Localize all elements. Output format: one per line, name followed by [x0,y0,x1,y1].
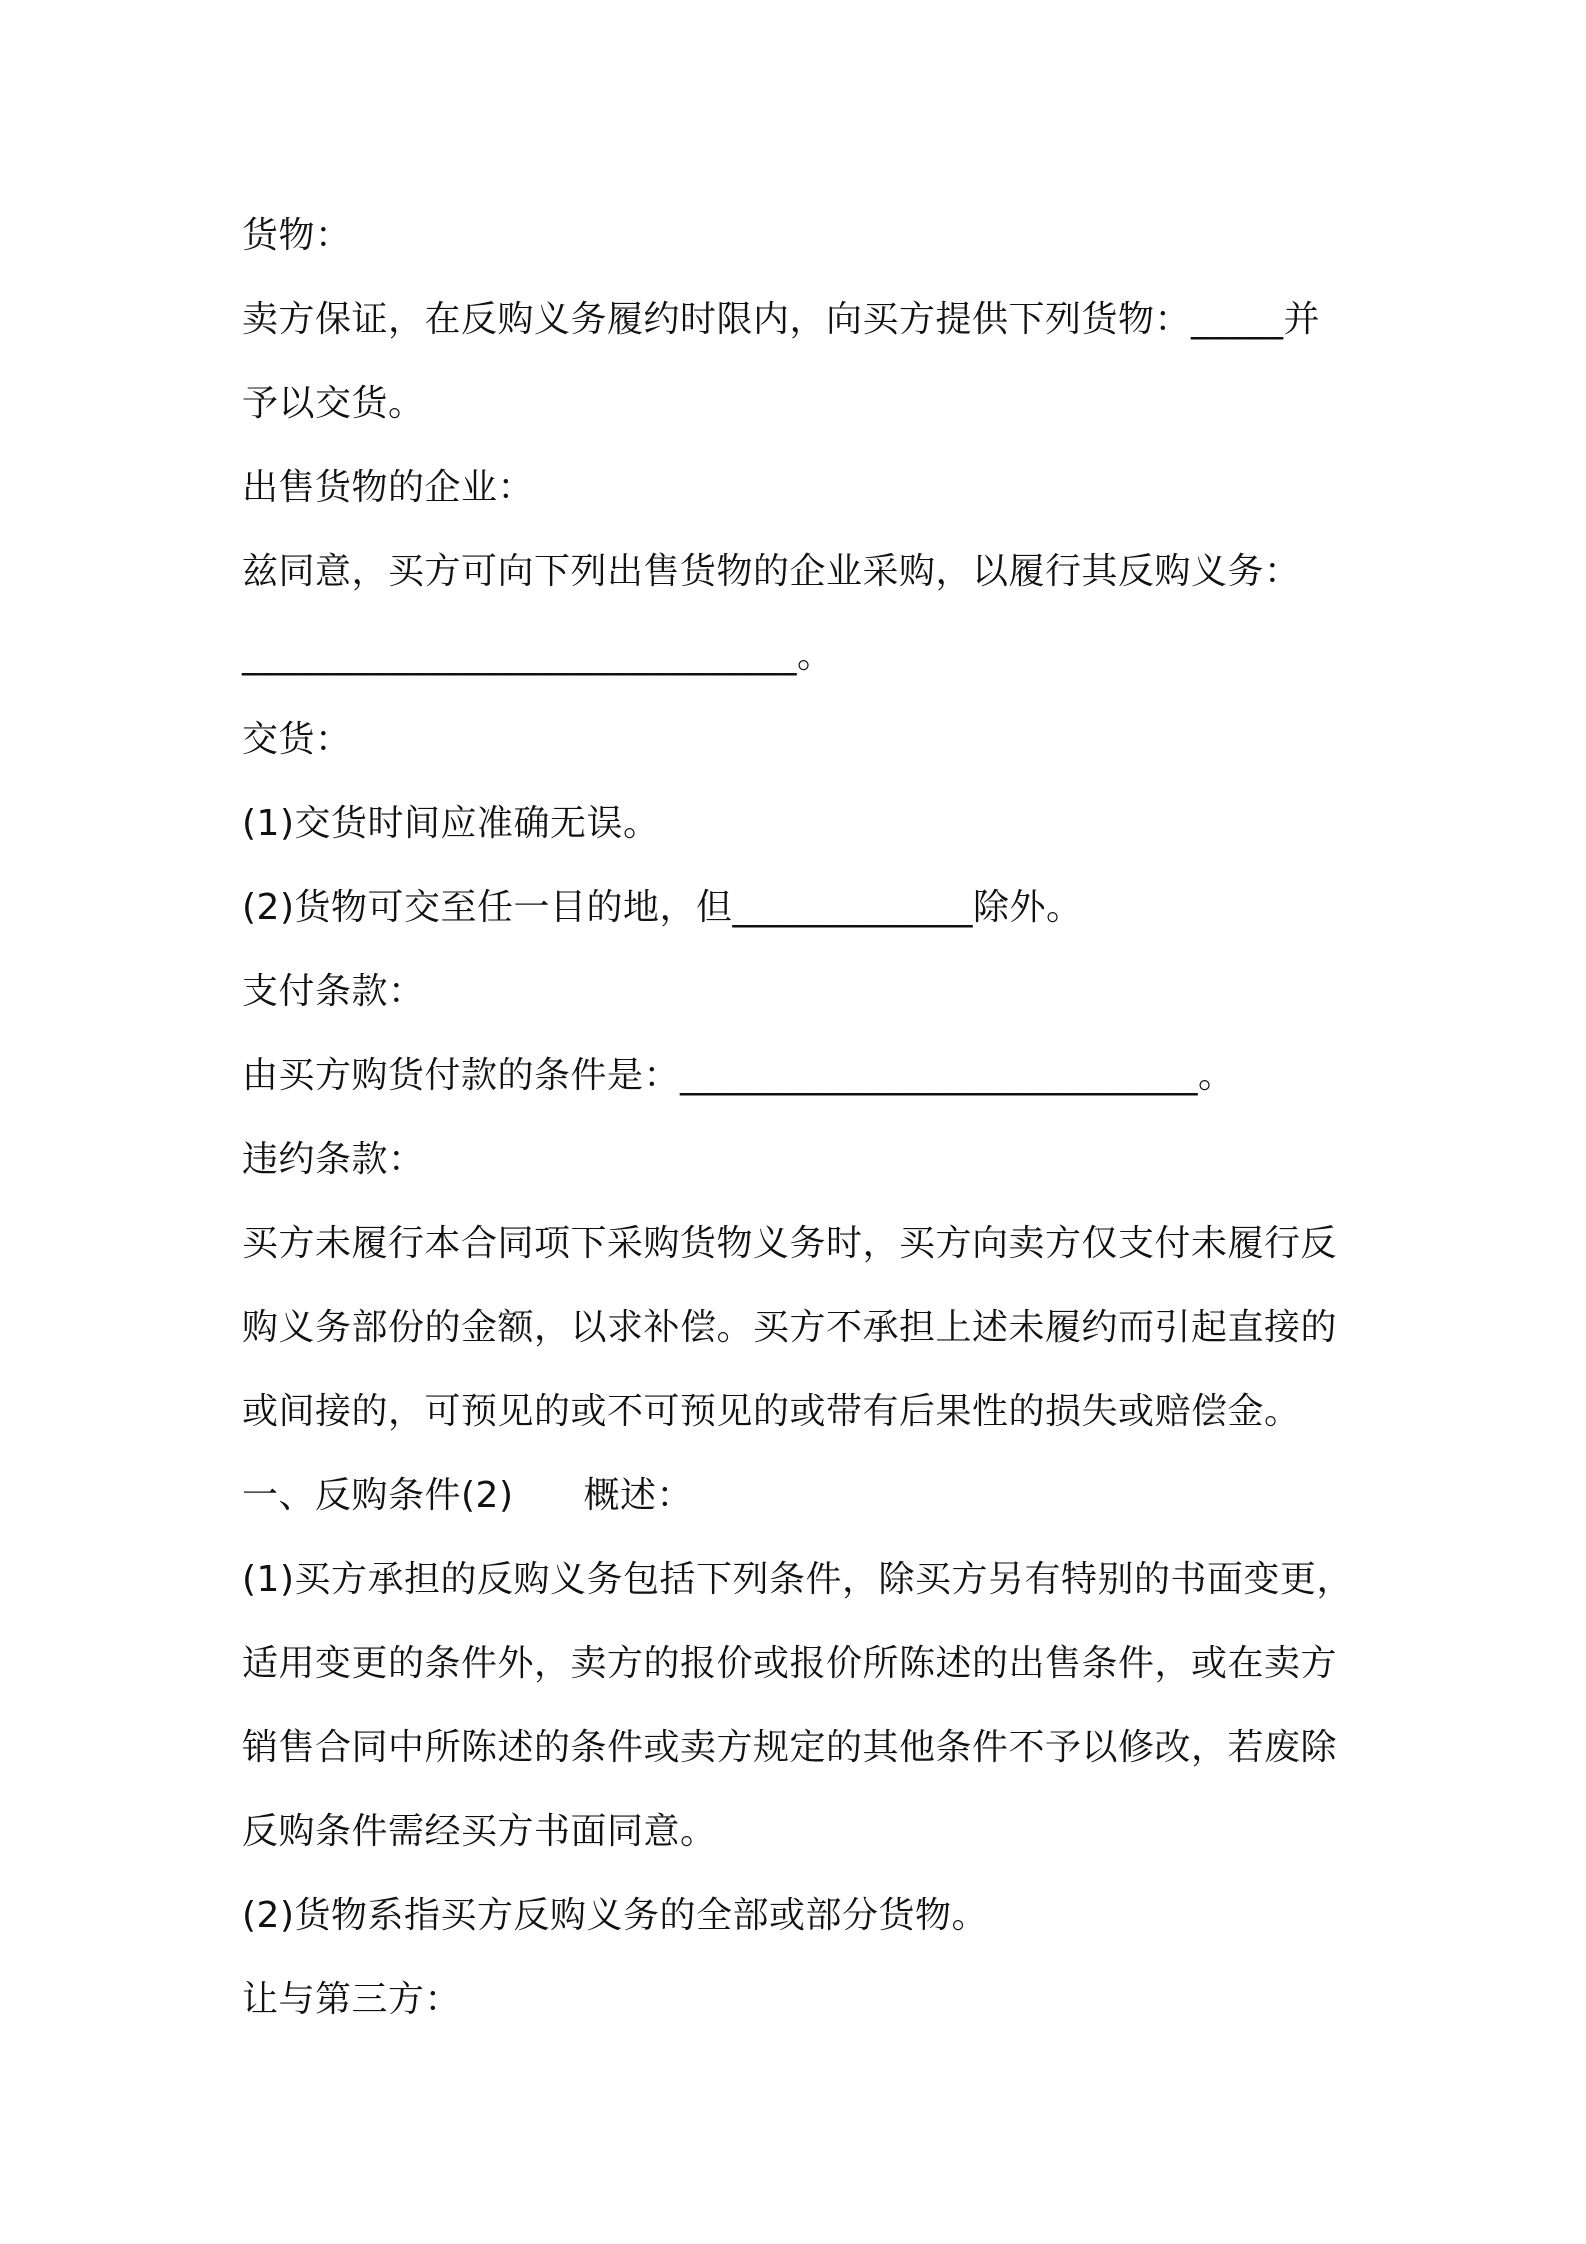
text-line: 销售合同中所陈述的条件或卖方规定的其他条件不予以修改，若废除 [242,1727,1338,1768]
text-line: 违约条款： [242,1139,425,1180]
text-line: 交货： [242,719,352,760]
text-line: (1)买方承担的反购义务包括下列条件，除买方另有特别的书面变更， [242,1559,1353,1600]
text-line: (1)交货时间应准确无误。 [242,803,660,844]
text-line: 买方未履行本合同项下采购货物义务时，买方向卖方仅支付未履行反 [242,1223,1338,1264]
section-heading-number: 一、反购条件(2) [242,1475,514,1516]
text-line: 适用变更的条件外，卖方的报价或报价所陈述的出售条件，或在卖方 [242,1643,1338,1684]
text-line: 或间接的，可预见的或不可预见的或带有后果性的损失或赔偿金。 [242,1391,1301,1432]
text-line: (2)货物系指买方反购义务的全部或部分货物。 [242,1895,988,1936]
text-line: 支付条款： [242,971,425,1012]
text-line: 予以交货。 [242,383,425,424]
text-line: ______________________________。 [242,635,834,676]
text-line: 反购条件需经买方书面同意。 [242,1811,717,1852]
section-heading [242,1454,1362,1538]
text-line: 出售货物的企业： [242,467,535,508]
section-heading-title: 概述： [583,1475,694,1516]
text-line: 卖方保证，在反购义务履约时限内，向买方提供下列货物：_____并 [242,299,1321,340]
text-line: 货物： [242,215,352,256]
document-body [242,194,1362,2042]
text-line: 让与第三方： [242,1979,462,2020]
text-line: 购义务部份的金额，以求补偿。买方不承担上述未履约而引起直接的 [242,1307,1338,1348]
text-line: 兹同意，买方可向下列出售货物的企业采购，以履行其反购义务： [242,551,1301,592]
text-line: 由买方购货付款的条件是：____________________________。 [242,1055,1235,1096]
text-line: (2)货物可交至任一目的地，但_____________除外。 [242,887,1083,928]
